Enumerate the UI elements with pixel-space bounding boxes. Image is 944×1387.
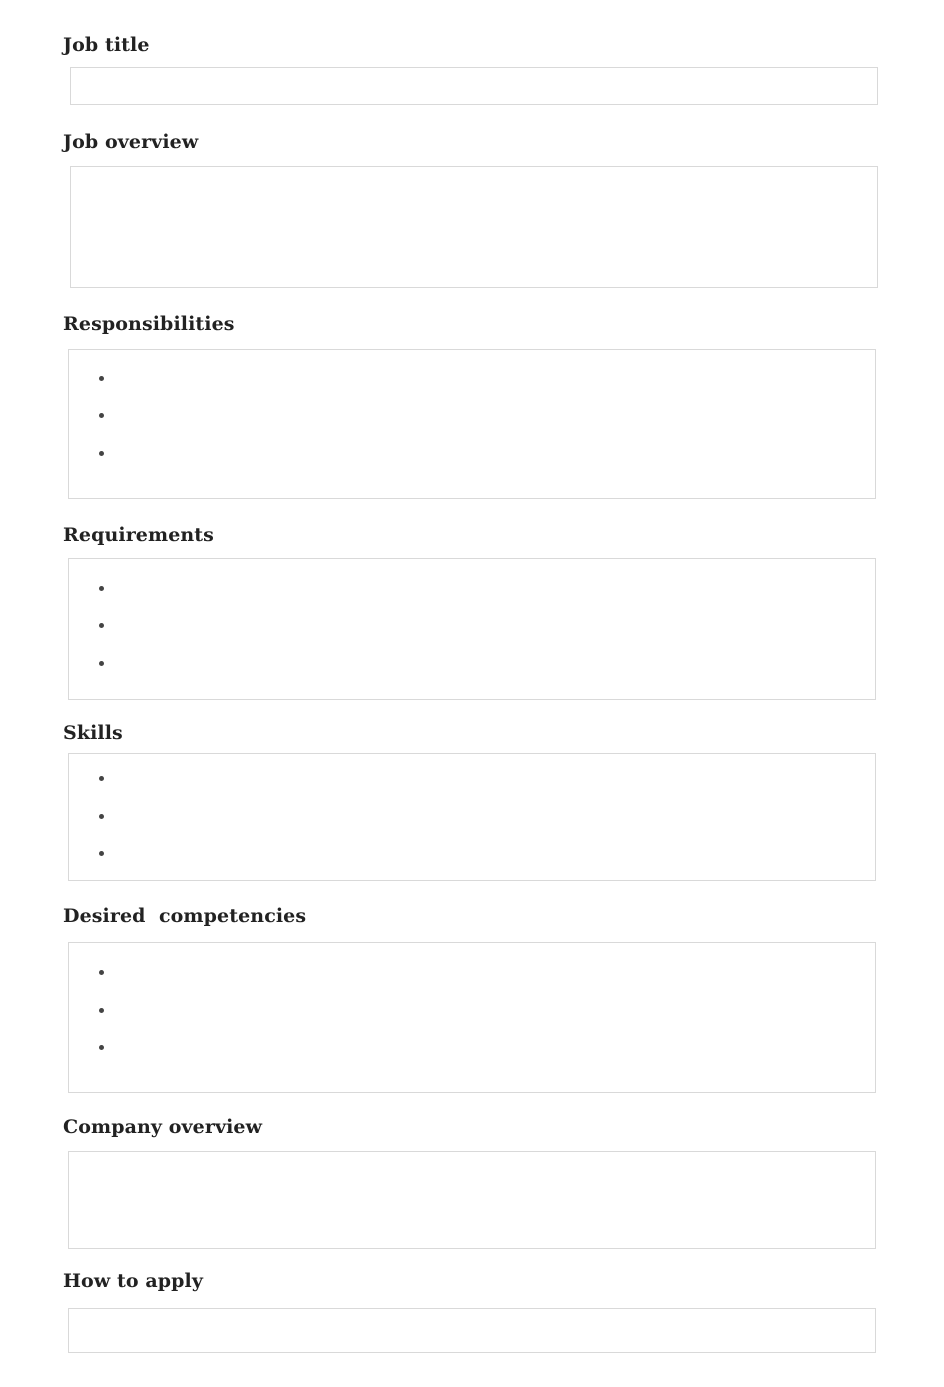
list-item[interactable] — [99, 376, 107, 384]
skills-field[interactable] — [68, 753, 876, 881]
responsibilities-field[interactable] — [68, 349, 876, 499]
how-to-apply-field[interactable] — [68, 1308, 876, 1353]
bullet-icon — [99, 661, 104, 666]
list-item[interactable] — [99, 776, 107, 784]
job-overview-label: Job overview — [63, 131, 199, 153]
how-to-apply-label: How to apply — [63, 1270, 203, 1292]
bullet-icon — [99, 1045, 104, 1050]
bullet-icon — [99, 970, 104, 975]
job-title-label: Job title — [63, 34, 150, 56]
bullet-icon — [99, 776, 104, 781]
company-overview-field[interactable] — [68, 1151, 876, 1249]
list-item[interactable] — [99, 413, 107, 421]
list-item[interactable] — [99, 851, 107, 859]
list-item[interactable] — [99, 1008, 107, 1016]
bullet-icon — [99, 376, 104, 381]
company-overview-label: Company overview — [63, 1116, 263, 1138]
bullet-icon — [99, 1008, 104, 1013]
bullet-icon — [99, 623, 104, 628]
list-item[interactable] — [99, 623, 107, 631]
list-item[interactable] — [99, 1045, 107, 1053]
desired-competencies-label: Desired competencies — [63, 905, 307, 927]
job-overview-field[interactable] — [70, 166, 878, 288]
bullet-icon — [99, 451, 104, 456]
bullet-icon — [99, 586, 104, 591]
list-item[interactable] — [99, 814, 107, 822]
skills-label: Skills — [63, 722, 123, 744]
list-item[interactable] — [99, 451, 107, 459]
bullet-icon — [99, 413, 104, 418]
list-item[interactable] — [99, 586, 107, 594]
bullet-icon — [99, 814, 104, 819]
responsibilities-label: Responsibilities — [63, 313, 235, 335]
list-item[interactable] — [99, 661, 107, 669]
bullet-icon — [99, 851, 104, 856]
requirements-field[interactable] — [68, 558, 876, 700]
list-item[interactable] — [99, 970, 107, 978]
job-title-field[interactable] — [70, 67, 878, 105]
requirements-label: Requirements — [63, 524, 214, 546]
desired-competencies-field[interactable] — [68, 942, 876, 1093]
